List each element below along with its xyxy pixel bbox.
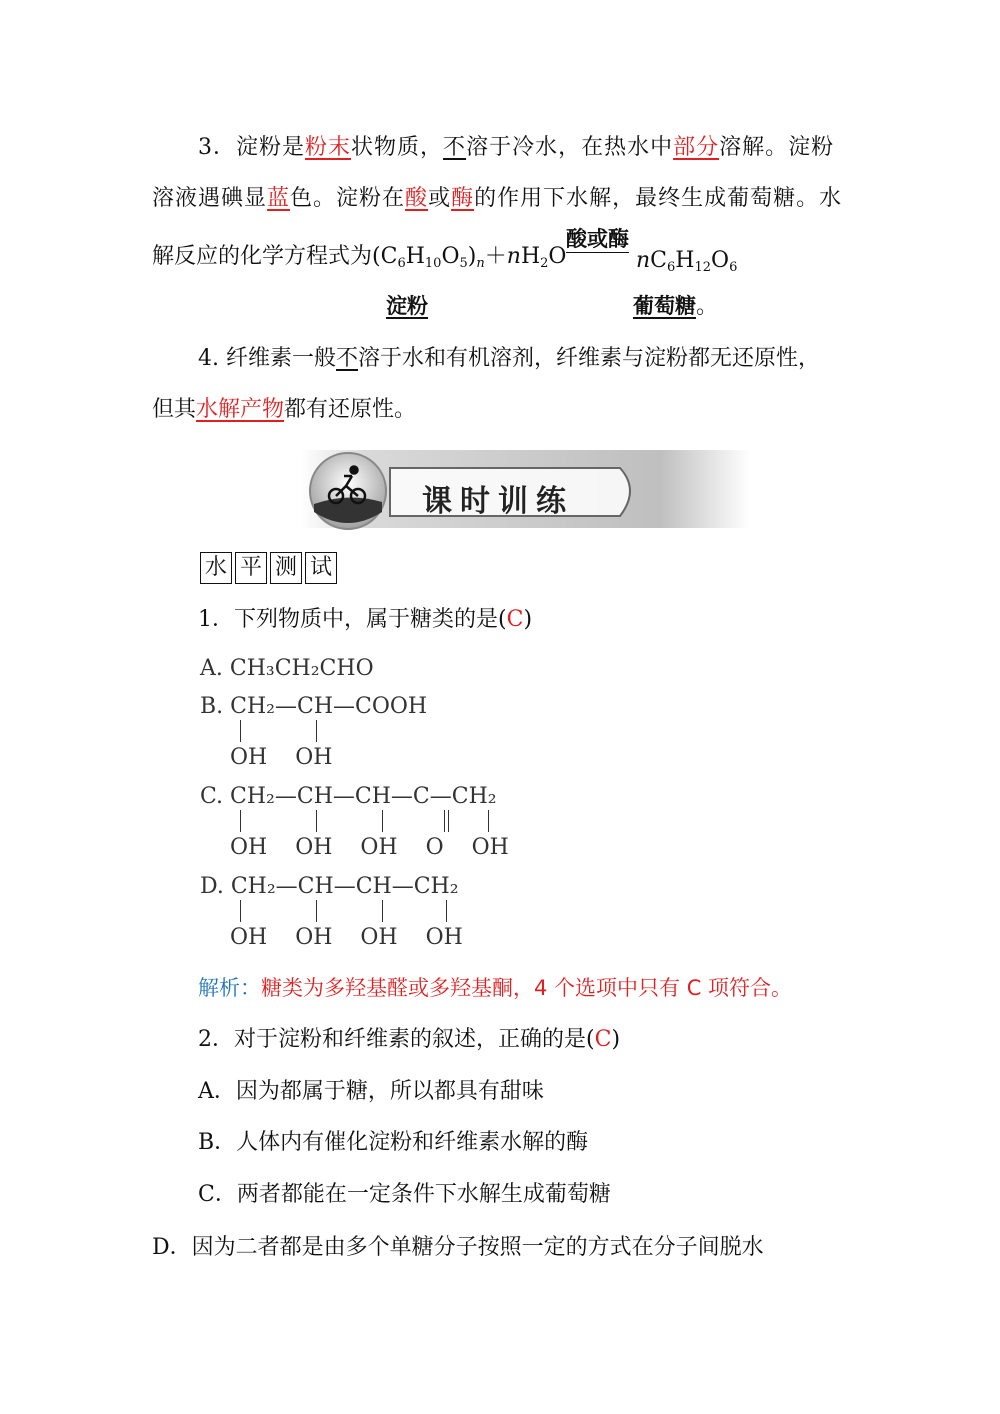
q1-option-b-substituents: OH OH <box>230 745 333 770</box>
answer: C <box>506 607 524 632</box>
q2-option-b: B．人体内有催化淀粉和纤维素水解的酶 <box>198 1130 589 1155</box>
equation-catalyst: 酸或酶 <box>566 227 629 251</box>
q2-option-a: A．因为都属于糖，所以都具有甜味 <box>198 1079 544 1104</box>
banner-title: 课时训练 <box>422 484 574 519</box>
q2-stem: 2．对于淀粉和纤维素的叙述，正确的是(C) <box>198 1027 621 1052</box>
blank-fill: 酸 <box>405 186 429 211</box>
blank-fill: 不 <box>443 135 467 160</box>
label-glucose: 葡萄糖 <box>633 294 696 318</box>
q1-option-d: D. CH₂—CH—CH—CH₂ <box>200 874 459 899</box>
para-3-line-2: 溶液遇碘显蓝色。淀粉在酸或酶的作用下水解，最终生成葡萄糖。水 <box>152 186 843 211</box>
blank-fill: 酶 <box>451 186 475 211</box>
q1-option-a: A. CH₃CH₂CHO <box>200 656 374 681</box>
equation-product: $nC_6H_{12}O_6$ <box>636 248 738 275</box>
level-box-char: 测 <box>270 552 302 584</box>
q1-option-c: C. CH₂—CH—CH—C—CH₂ <box>200 784 497 809</box>
para-4-line-2: 但其水解产物都有还原性。 <box>152 397 417 422</box>
q1-option-c-substituents: OH OH OH O OH <box>230 835 509 860</box>
level-box-char: 试 <box>305 552 337 584</box>
level-box-char: 平 <box>235 552 267 584</box>
equation: $(C_6H_{10}O_5)_n+nH_2O$ <box>372 244 567 271</box>
blank-fill: 部分 <box>673 135 720 160</box>
bond-line <box>316 900 317 922</box>
blank-fill: 蓝 <box>267 186 291 211</box>
section-banner <box>300 446 750 532</box>
q2-option-d: D．因为二者都是由多个单糖分子按照一定的方式在分子间脱水 <box>152 1235 764 1260</box>
blank-fill: 水解产物 <box>196 397 285 422</box>
q1-analysis <box>198 973 792 1003</box>
double-bond-line <box>448 810 449 832</box>
analysis-text: 糖类为多羟基醛或多羟基酮，4 个选项中只有 C 项符合。 <box>261 976 793 1000</box>
bond-line <box>446 900 447 922</box>
bond-line <box>382 810 383 832</box>
double-bond-line <box>444 810 445 832</box>
label-glucose-wrap: 葡萄糖。 <box>633 294 719 319</box>
bond-line <box>488 810 489 832</box>
para-3-line-1: 3．淀粉是粉末状物质，不溶于冷水，在热水中部分溶解。淀粉 <box>198 135 835 160</box>
level-box-group <box>200 552 340 584</box>
answer: C <box>594 1027 612 1052</box>
level-box-char: 水 <box>200 552 232 584</box>
blank-fill: 不 <box>335 346 358 371</box>
q1-option-b: B. CH₂—CH—COOH <box>200 694 428 719</box>
para-3-line-3: 解反应的化学方程式为$(C_6H_{10}O_5)_n+nH_2O$ <box>152 244 567 271</box>
bond-line <box>240 720 241 742</box>
analysis-label: 解析： <box>198 976 261 1000</box>
label-starch: 淀粉 <box>386 294 428 318</box>
q1-stem: 1．下列物质中，属于糖类的是(C) <box>198 607 533 632</box>
para-4-line-1: 4. 纤维素一般不溶于水和有机溶剂，纤维素与淀粉都无还原性， <box>198 346 821 371</box>
blank-fill: 粉末 <box>305 135 352 160</box>
bond-line <box>382 900 383 922</box>
bond-line <box>240 900 241 922</box>
bond-line <box>316 720 317 742</box>
bond-line <box>316 810 317 832</box>
bond-line <box>240 810 241 832</box>
q2-option-c: C．两者都能在一定条件下水解生成葡萄糖 <box>198 1182 611 1207</box>
q1-option-d-substituents: OH OH OH OH <box>230 925 463 950</box>
